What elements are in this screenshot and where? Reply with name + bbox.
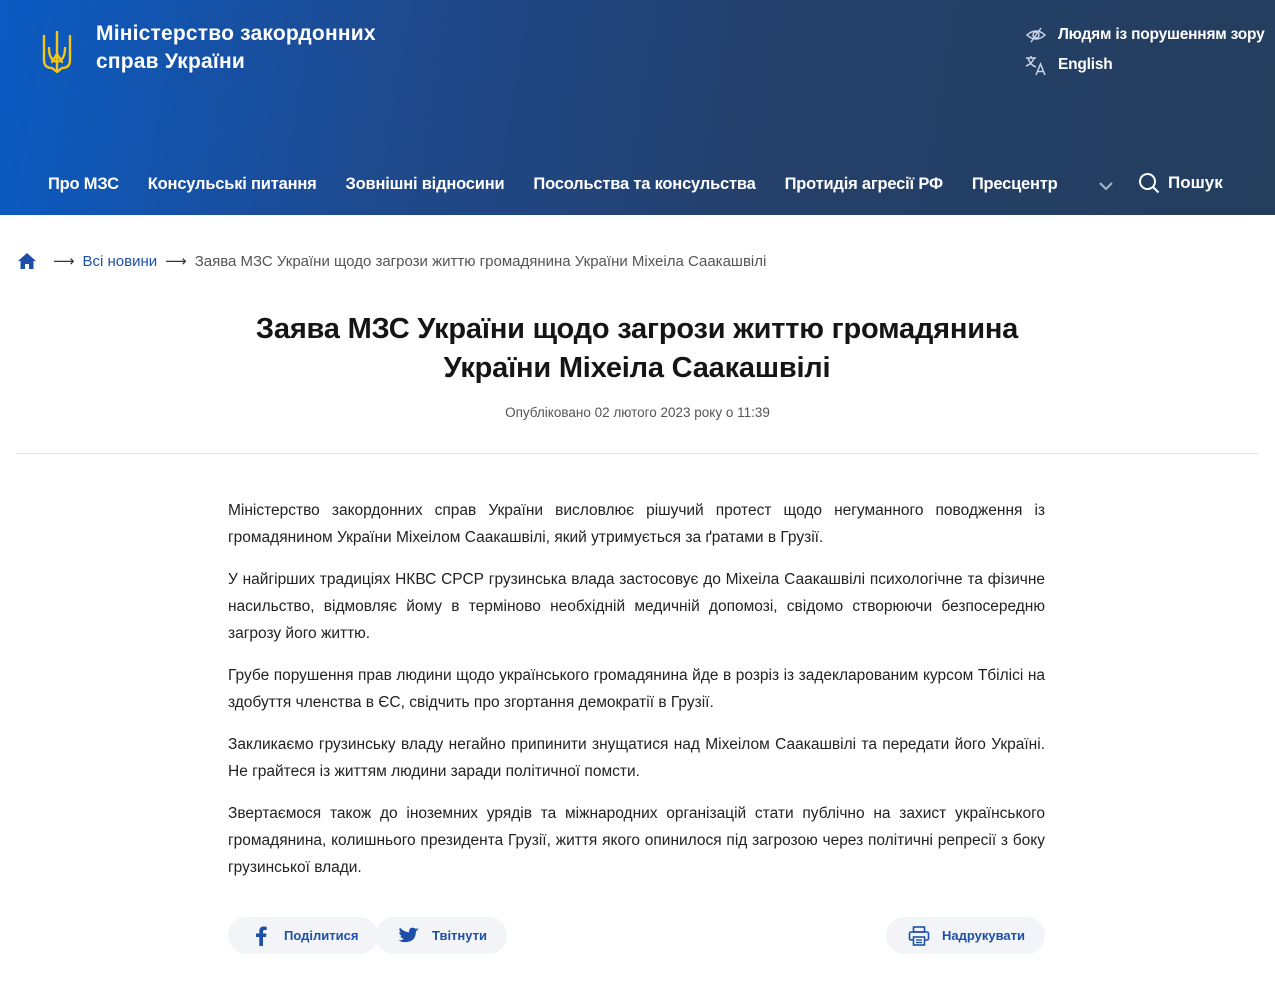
- nav-item-consular[interactable]: Консульські питання: [147, 174, 317, 193]
- breadcrumb-all-news[interactable]: Всі новини: [82, 252, 158, 270]
- article-paragraph: Закликаємо грузинську владу негайно припинити знущатися над Міхеілом Саакашвілі та передати його Україні. Не грайтеся із життям людини заради політичної помсти.: [228, 736, 1045, 780]
- breadcrumb-current: Заява МЗС України щодо загрози життю громадянина України Міхеіла Саакашвілі: [194, 252, 767, 270]
- site-header: [0, 0, 1275, 215]
- main-nav: [48, 170, 1087, 198]
- accessibility-label: Людям із порушенням зору: [1058, 26, 1265, 43]
- search-label: Пошук: [1168, 173, 1223, 192]
- published-date: Опубліковано 02 лютого 2023 року о 11:39: [505, 405, 770, 420]
- breadcrumb: [17, 252, 766, 270]
- home-icon[interactable]: [17, 252, 37, 270]
- page-title-line2: України Міхеіла Саакашвілі: [443, 352, 831, 384]
- trident-logo-icon[interactable]: [40, 30, 74, 76]
- breadcrumb-arrow-icon: ⟶: [165, 253, 187, 270]
- twitter-icon: [398, 925, 420, 947]
- chevron-down-icon[interactable]: [1096, 178, 1116, 194]
- article-paragraph: Грубе порушення прав людини щодо українського громадянина йде в розріз із задекларованим курсом Тбілісі на здобуття членства в ЄС, свідчить про згортання демократії в Грузії.: [228, 667, 1045, 711]
- twitter-share-label: Твітнути: [432, 928, 488, 943]
- article-paragraph: Звертаємося також до іноземних урядів та міжнародних організацій стати публічно на захист українського громадянина, колишнього президента Грузії, життя якого опинилося під загрозою через політичні репресії з боку грузинської влади.: [228, 805, 1045, 876]
- nav-item-counter-aggression[interactable]: Протидія агресії РФ: [784, 174, 943, 193]
- print-button[interactable]: [886, 917, 1045, 954]
- nav-item-about[interactable]: Про МЗС: [48, 174, 119, 193]
- nav-item-press-center[interactable]: Пресцентр: [971, 174, 1058, 193]
- utility-links: [1025, 20, 1265, 80]
- printer-icon: [908, 925, 930, 947]
- site-title[interactable]: [96, 20, 416, 76]
- article-paragraph: У найгірших традиціях НКВС СРСР грузинська влада застосовує до Міхеіла Саакашвілі психологічне та фізичне насильство, відмовляє йому в терміново необхідній медичній допомозі, свідомо створюючи безпосередню загрозу його життю.: [228, 571, 1045, 642]
- nav-item-foreign-relations[interactable]: Зовнішні відносини: [345, 174, 505, 193]
- search-icon: [1138, 172, 1160, 194]
- search-button[interactable]: [1138, 172, 1223, 194]
- facebook-share-label: Поділитися: [284, 928, 359, 943]
- article-body: [228, 497, 1045, 896]
- twitter-share-button[interactable]: [376, 917, 507, 954]
- facebook-share-button[interactable]: [228, 917, 378, 954]
- facebook-icon: [250, 925, 272, 947]
- page-title-line1: Заява МЗС України щодо загрози життю громадянина: [255, 313, 1019, 345]
- site-title-line1: Міністерство закордонних: [96, 22, 376, 45]
- language-switch[interactable]: [1025, 50, 1265, 80]
- divider: [17, 453, 1258, 454]
- article-paragraph: Міністерство закордонних справ України висловлює рішучий протест щодо негуманного поводження із громадянином України Міхеілом Саакашвілі, який утримується за ґратами в Грузії.: [228, 502, 1045, 546]
- breadcrumb-arrow-icon: ⟶: [53, 253, 75, 270]
- print-label: Надрукувати: [942, 928, 1026, 943]
- eye-slash-icon: [1025, 24, 1047, 46]
- page-title: [237, 310, 1037, 388]
- site-title-line2: справ України: [96, 50, 245, 73]
- nav-item-embassies[interactable]: Посольства та консульства: [533, 174, 756, 193]
- language-label: English: [1058, 56, 1113, 73]
- translate-icon: [1025, 54, 1047, 76]
- accessibility-link[interactable]: [1025, 20, 1265, 50]
